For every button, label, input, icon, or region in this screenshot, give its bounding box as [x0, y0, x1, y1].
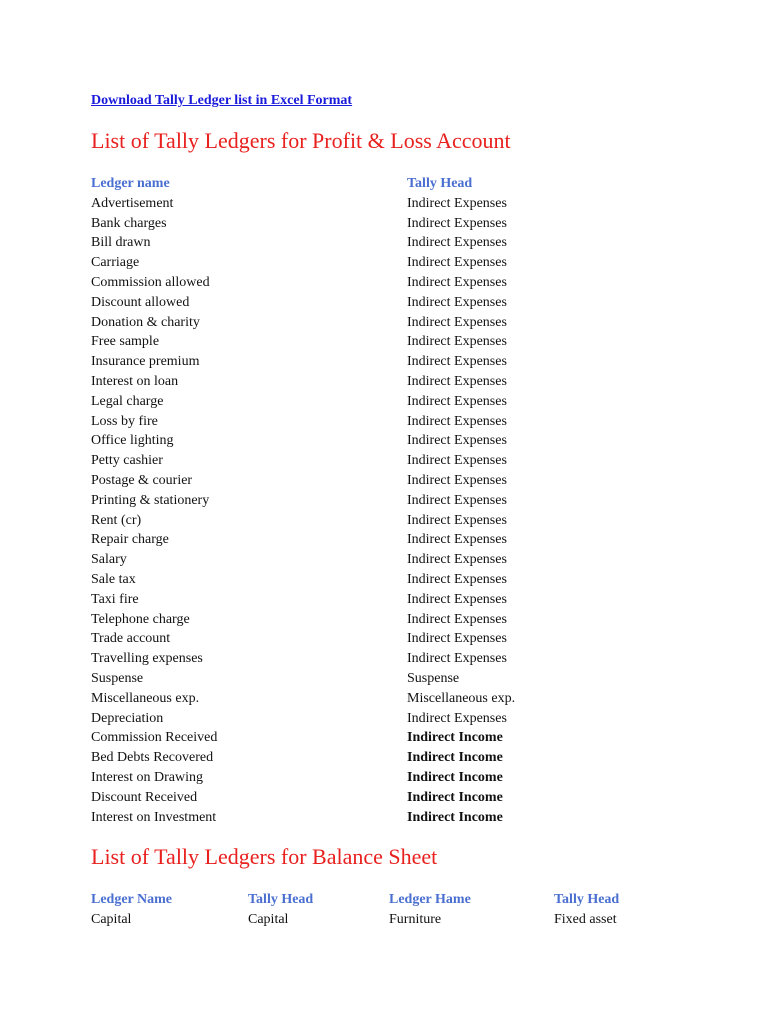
tally-head-cell: Miscellaneous exp. [407, 690, 516, 706]
tally-head-cell: Indirect Income [407, 730, 503, 746]
tally-head-cell: Indirect Expenses [407, 651, 507, 667]
table-row [91, 768, 611, 788]
table-row [91, 910, 651, 930]
table-row [91, 748, 611, 768]
header-tally-head: Tally Head [407, 176, 473, 191]
ledger-name-cell: Loss by fire [91, 413, 158, 429]
table-row [91, 570, 611, 590]
tally-head-cell: Indirect Expenses [407, 512, 507, 528]
ledger-name-cell: Travelling expenses [91, 651, 203, 667]
table-row [91, 293, 611, 313]
ledger-name-cell: Petty cashier [91, 453, 163, 469]
table-row [91, 451, 611, 471]
bs-table-header [91, 890, 651, 910]
table-row [91, 511, 611, 531]
ledger-name-cell: Trade account [91, 631, 171, 647]
table-row [91, 728, 611, 748]
bs-ledger-name-cell: Capital [91, 912, 132, 927]
tally-head-cell: Indirect Income [407, 750, 503, 766]
ledger-name-cell: Office lighting [91, 433, 174, 449]
table-row [91, 471, 611, 491]
tally-head-cell: Indirect Expenses [407, 314, 507, 330]
tally-head-cell: Indirect Expenses [407, 631, 507, 647]
bs-header-ledger-name: Ledger Name [91, 892, 172, 907]
table-row [91, 352, 611, 372]
ledger-name-cell: Commission Received [91, 730, 218, 746]
tally-head-cell: Indirect Expenses [407, 235, 507, 251]
bs-ledger-hame-cell: Furniture [389, 912, 442, 927]
table-row [91, 491, 611, 511]
ledger-name-cell: Legal charge [91, 393, 164, 409]
tally-head-cell: Indirect Expenses [407, 215, 507, 231]
ledger-name-cell: Repair charge [91, 532, 169, 548]
table-row [91, 530, 611, 550]
table-row [91, 689, 611, 709]
ledger-name-cell: Bank charges [91, 215, 167, 231]
table-row [91, 788, 611, 808]
ledger-name-cell: Interest on Drawing [91, 769, 203, 785]
ledger-name-cell: Commission allowed [91, 274, 210, 290]
ledger-name-cell: Taxi fire [91, 591, 139, 607]
table-row [91, 550, 611, 570]
tally-head-cell: Indirect Expenses [407, 255, 507, 271]
ledger-name-cell: Suspense [91, 670, 144, 686]
ledger-name-cell: Free sample [91, 334, 160, 350]
bs-tally-head-cell-2: Fixed asset [554, 912, 617, 927]
tally-head-cell: Indirect Expenses [407, 195, 507, 211]
tally-head-cell: Indirect Income [407, 809, 503, 825]
header-ledger-name: Ledger name [91, 176, 170, 191]
tally-head-cell: Suspense [407, 670, 460, 686]
bs-table-body [91, 910, 651, 930]
ledger-name-cell: Postage & courier [91, 472, 193, 488]
table-row [91, 313, 611, 333]
tally-head-cell: Indirect Expenses [407, 453, 507, 469]
ledger-name-cell: Insurance premium [91, 354, 200, 370]
tally-head-cell: Indirect Expenses [407, 354, 507, 370]
table-row [91, 431, 611, 451]
pl-section-title: List of Tally Ledgers for Profit & Loss Account [91, 128, 511, 153]
ledger-name-cell: Printing & stationery [91, 492, 210, 508]
bs-header-ledger-hame: Ledger Hame [389, 892, 471, 907]
table-row [91, 194, 611, 214]
ledger-name-cell: Discount Received [91, 789, 198, 805]
ledger-name-cell: Discount allowed [91, 294, 190, 310]
ledger-name-cell: Telephone charge [91, 611, 190, 627]
ledger-name-cell: Sale tax [91, 571, 136, 587]
tally-head-cell: Indirect Income [407, 789, 503, 805]
tally-head-cell: Indirect Expenses [407, 710, 507, 726]
ledger-name-cell: Donation & charity [91, 314, 200, 330]
table-row [91, 669, 611, 689]
tally-head-cell: Indirect Expenses [407, 294, 507, 310]
bs-ledger-table [91, 890, 651, 930]
tally-head-cell: Indirect Expenses [407, 532, 507, 548]
ledger-name-cell: Miscellaneous exp. [91, 690, 200, 706]
ledger-name-cell: Advertisement [91, 195, 174, 211]
ledger-name-cell: Interest on Investment [91, 809, 217, 825]
ledger-name-cell: Salary [91, 552, 127, 568]
tally-head-cell: Indirect Expenses [407, 492, 507, 508]
table-row [91, 332, 611, 352]
table-row [91, 273, 611, 293]
bs-header-tally-head-2: Tally Head [554, 892, 620, 907]
table-row [91, 610, 611, 630]
table-row [91, 629, 611, 649]
tally-head-cell: Indirect Expenses [407, 373, 507, 389]
tally-head-cell: Indirect Expenses [407, 611, 507, 627]
tally-head-cell: Indirect Expenses [407, 393, 507, 409]
download-excel-link[interactable]: Download Tally Ledger list in Excel Format [91, 93, 353, 108]
tally-head-cell: Indirect Expenses [407, 413, 507, 429]
tally-head-cell: Indirect Expenses [407, 472, 507, 488]
tally-head-cell: Indirect Expenses [407, 552, 507, 568]
tally-head-cell: Indirect Income [407, 769, 503, 785]
ledger-name-cell: Depreciation [91, 710, 164, 726]
ledger-name-cell: Bed Debts Recovered [91, 750, 214, 766]
bs-tally-head-cell: Capital [248, 912, 289, 927]
table-row [91, 808, 611, 828]
pl-table-header [91, 174, 611, 194]
bs-header-tally-head: Tally Head [248, 892, 314, 907]
tally-head-cell: Indirect Expenses [407, 591, 507, 607]
table-row [91, 412, 611, 432]
tally-head-cell: Indirect Expenses [407, 571, 507, 587]
table-row [91, 253, 611, 273]
table-row [91, 392, 611, 412]
table-row [91, 709, 611, 729]
table-row [91, 372, 611, 392]
ledger-name-cell: Rent (cr) [91, 512, 142, 528]
pl-table-body [91, 194, 611, 828]
tally-head-cell: Indirect Expenses [407, 274, 507, 290]
tally-head-cell: Indirect Expenses [407, 334, 507, 350]
ledger-name-cell: Interest on loan [91, 373, 179, 389]
table-row [91, 590, 611, 610]
table-row [91, 214, 611, 234]
ledger-name-cell: Carriage [91, 255, 140, 271]
bs-section-title: List of Tally Ledgers for Balance Sheet [91, 844, 438, 869]
tally-head-cell: Indirect Expenses [407, 433, 507, 449]
pl-ledger-table [91, 174, 611, 827]
ledger-name-cell: Bill drawn [91, 235, 151, 251]
table-row [91, 649, 611, 669]
table-row [91, 233, 611, 253]
